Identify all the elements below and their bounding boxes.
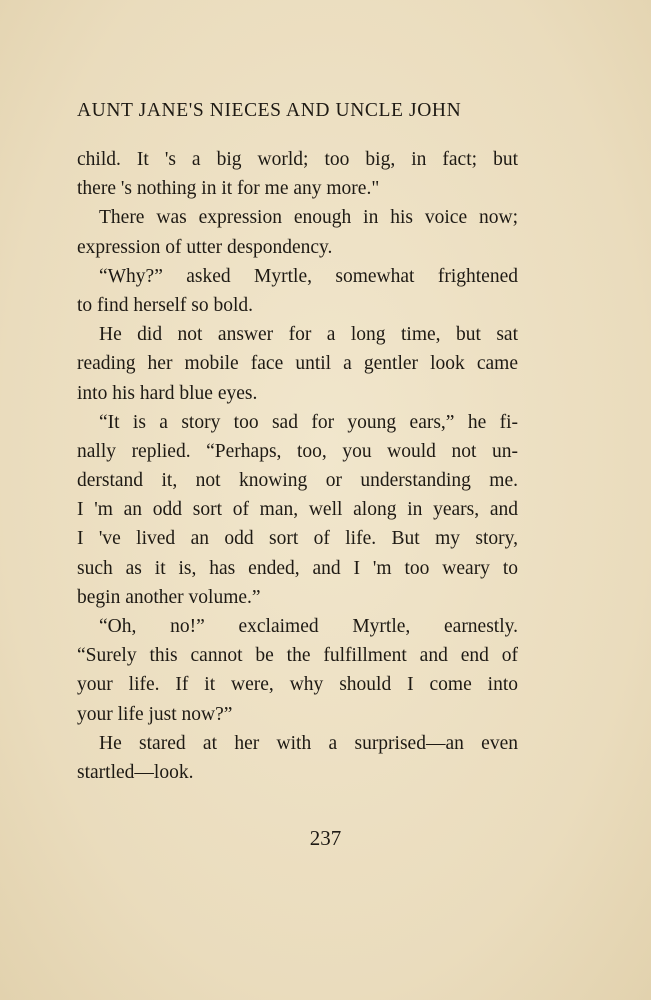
page-number: 237	[309, 826, 342, 850]
text-line: child. It 's a big world; too big, in fact; but	[77, 149, 518, 170]
text-line: “Why?” asked Myrtle, somewhat frightened	[99, 265, 518, 287]
text-line: He did not answer for a long time, but sat	[99, 324, 518, 346]
text-line: “It is a story too sad for young ears,” he fi-	[99, 411, 518, 433]
text-line: “Surely this cannot be the fulfillment and end of	[77, 645, 518, 667]
text-line: reading her mobile face until a gentler look came	[77, 353, 518, 375]
text-line: expression of utter despondency.	[77, 236, 333, 258]
text-line: nally replied. “Perhaps, too, you would not un-	[77, 440, 518, 462]
text-line: your life. If it were, why should I come into	[77, 674, 518, 696]
text-line: begin another volume.”	[77, 586, 261, 608]
text-line: “Oh, no!” exclaimed Myrtle, earnestly.	[99, 616, 518, 637]
text-line: startled—look.	[77, 761, 194, 783]
text-line: I 've lived an odd sort of life. But my story,	[77, 528, 518, 550]
text-line: derstand it, not knowing or understanding me.	[77, 470, 518, 492]
text-line: your life just now?”	[77, 703, 233, 725]
body-text	[77, 145, 518, 787]
text-line: There was expression enough in his voice now;	[99, 207, 518, 229]
text-line: such as it is, has ended, and I 'm too weary to	[77, 557, 518, 579]
running-head: AUNT JANE'S NIECES AND UNCLE JOHN	[77, 100, 462, 121]
text-line: He stared at her with a surprised—an even	[99, 732, 518, 754]
text-line: there 's nothing in it for me any more."	[77, 178, 380, 200]
text-line: into his hard blue eyes.	[77, 382, 258, 404]
text-line: to find herself so bold.	[77, 294, 254, 316]
text-line: I 'm an odd sort of man, well along in years, and	[77, 499, 518, 521]
